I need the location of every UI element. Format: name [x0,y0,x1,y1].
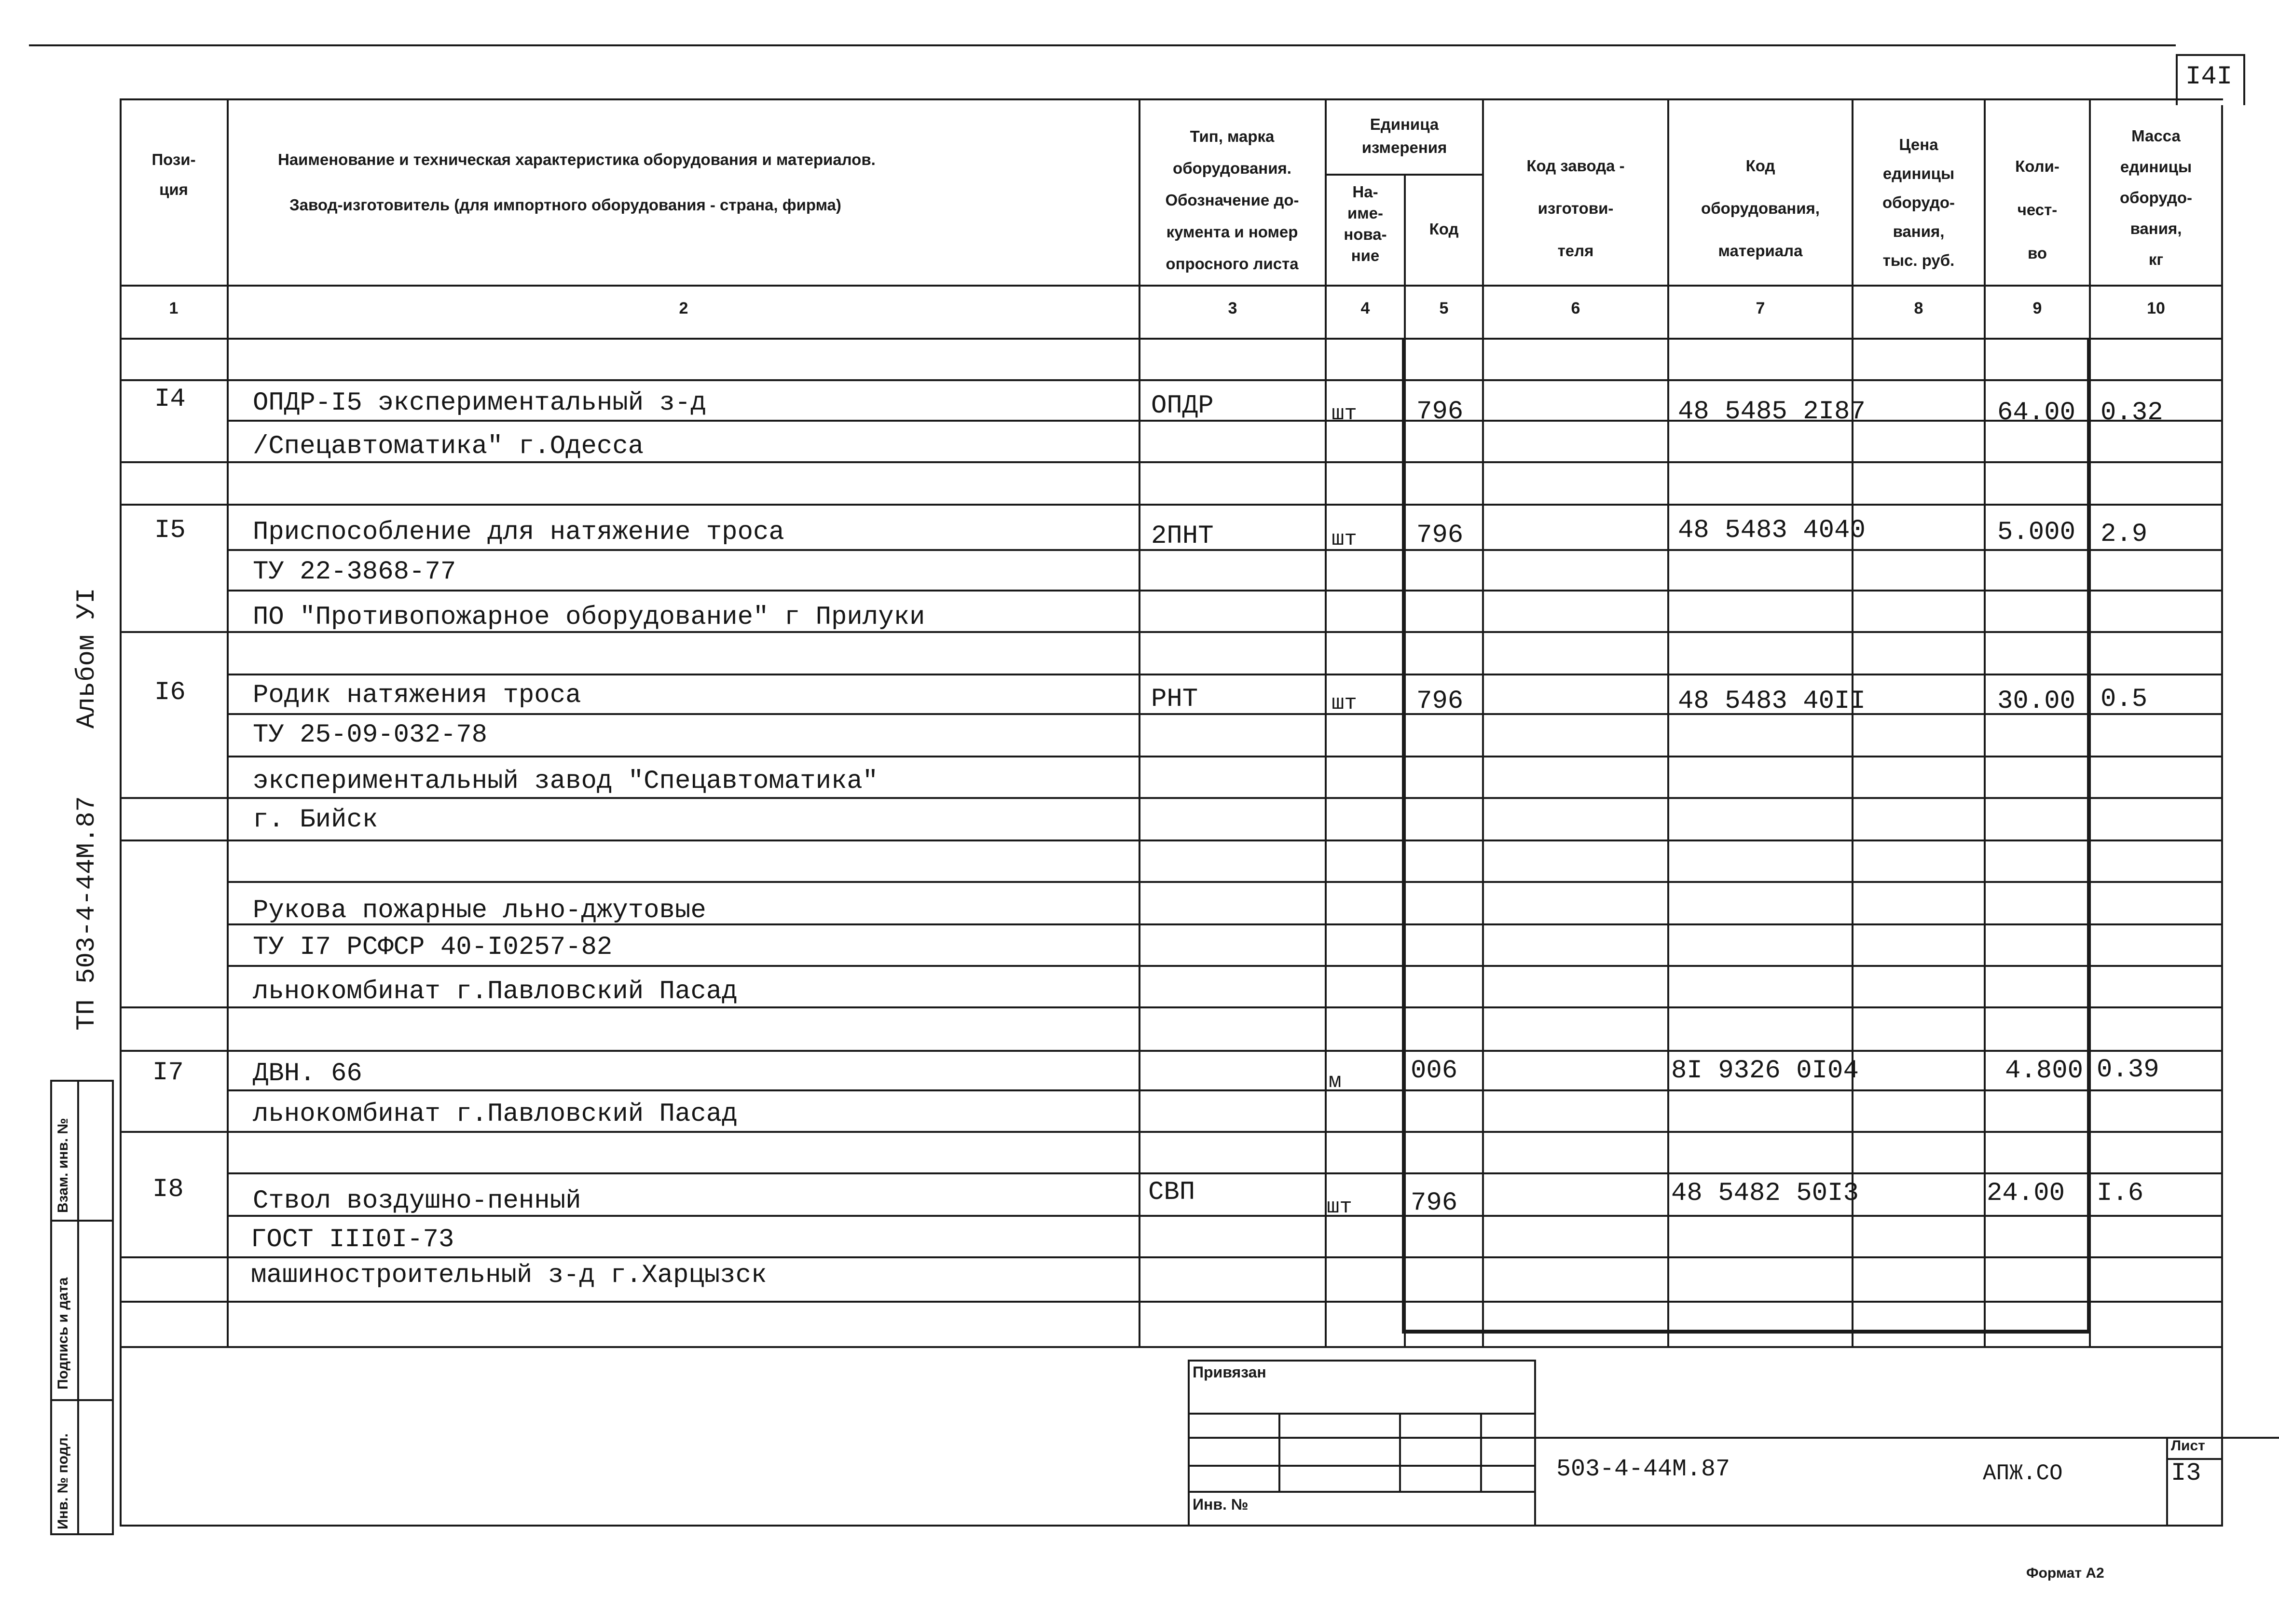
row-name: льнокомбинат г.Павловский Пасад [253,1100,738,1129]
row-position: I8 [152,1175,184,1204]
stamp-sheet-label: Лист [2171,1438,2205,1454]
row-eq-code: 48 5482 50I3 [1671,1179,1859,1208]
header-unit: Единица измерения [1361,115,1447,156]
column-number: 6 [1571,299,1580,317]
row-code: 796 [1416,397,1464,427]
row-qty: 24.00 [1987,1179,2065,1208]
row-name: г. Бийск [253,805,378,835]
row-eq-code: 48 5485 2I87 [1678,397,1866,427]
row-name: Родик натяжения троса [253,681,581,710]
row-name: Рукова пожарные льно-джутовые [253,896,706,925]
row-name: ТУ 22-3868-77 [253,557,456,587]
header-quantity: Коли- чест- во [2015,157,2059,262]
sign-date-label: Подпись и дата [55,1277,71,1390]
header-equipment-code: Код оборудования, материала [1701,157,1820,260]
header-name-line1: Наименование и техническая характеристика оборудования и материалов. [278,151,876,168]
row-name: Приспособление для натяжение троса [253,518,784,547]
row-code: 796 [1411,1188,1458,1218]
header-mass: Масса единицы оборудо- вания, кг [2119,127,2193,268]
column-number: 7 [1756,299,1765,317]
stamp-inv-label: Инв. № [1193,1496,1249,1513]
row-name: льнокомбинат г.Павловский Пасад [253,977,738,1006]
row-type: СВП [1148,1178,1195,1207]
row-name: ГОСТ III0I-73 [251,1225,454,1254]
header-price: Цена единицы оборудо- вания, тыс. руб. [1882,136,1955,269]
header-type: Тип, марка оборудования. Обозначение до- кумента и номер опросного листа [1165,127,1299,273]
row-unit: шт [1332,691,1357,716]
row-mass: 0.5 [2101,685,2148,714]
row-qty: 4.800 [2005,1056,2084,1086]
row-unit: м [1329,1070,1342,1094]
column-number: 4 [1360,299,1370,317]
row-mass: 0.39 [2097,1055,2159,1085]
header-unit-name: На- име- нова- ние [1344,183,1387,264]
row-name: /Спецавтоматика" г.Одесса [253,432,644,461]
replace-inv-label: Взам. инв. № [55,1118,71,1213]
header-name-line2: Завод-изготовитель (для импортного оборудования - страна, фирма) [289,196,841,214]
row-code: 006 [1411,1056,1458,1086]
project-label: ТП 503-4-44М.87 [72,796,102,1031]
row-unit: шт [1332,402,1357,426]
row-name: машиностроительный з-д г.Харцызск [251,1261,767,1290]
stamp-sheet-value: I3 [2171,1459,2201,1487]
row-name: ОПДР-I5 экспериментальный з-д [253,388,706,418]
column-number: 8 [1914,299,1923,317]
row-type: 2ПНТ [1151,522,1214,551]
column-number: 10 [2147,299,2165,317]
column-number: 9 [2032,299,2042,317]
column-number: 1 [169,299,178,317]
stamp-doc-code: 503-4-44М.87 [1556,1456,1730,1483]
row-name: Ствол воздушно-пенный [253,1186,581,1216]
row-eq-code: 48 5483 40II [1678,687,1866,716]
row-position: I5 [154,516,186,545]
row-eq-code: 8I 9326 0I04 [1671,1056,1859,1086]
row-name: ДВН. 66 [253,1059,362,1088]
row-unit: шт [1332,527,1357,551]
row-qty: 5.000 [1997,518,2076,547]
stamp-sheet-mark: АПЖ.СО [1983,1461,2063,1486]
row-type: ОПДР [1151,391,1214,421]
header-unit-code: Код [1429,220,1459,238]
row-type: РНТ [1151,685,1198,714]
row-qty: 64.00 [1997,398,2076,427]
row-mass: 0.32 [2101,398,2163,427]
row-position: I7 [152,1058,184,1087]
row-name: ТУ 25-09-032-78 [253,720,488,750]
inv-orig-label: Инв. № подл. [55,1433,71,1529]
column-number: 5 [1439,299,1449,317]
row-name: ТУ I7 РСФСР 40-I0257-82 [253,933,613,962]
row-code: 796 [1416,687,1464,716]
column-number: 2 [679,299,688,317]
row-position: I4 [154,385,186,414]
row-position: I6 [154,678,186,707]
column-number: 3 [1228,299,1237,317]
stamp-bound-label: Привязан [1193,1363,1266,1381]
header-position: Пози- ция [151,151,196,198]
format-label: Формат А2 [2026,1565,2104,1581]
row-mass: 2.9 [2101,520,2148,549]
header-factory-code: Код завода - изготови- теля [1526,157,1625,260]
row-name: ПО "Противопожарное оборудование" г Прилуки [253,603,925,632]
row-name: экспериментальный завод "Спецавтоматика" [253,767,879,796]
album-label: Альбом УI [72,588,102,729]
row-code: 796 [1416,521,1464,550]
row-qty: 30.00 [1997,687,2076,716]
row-unit: шт [1327,1195,1352,1219]
row-mass: I.6 [2097,1179,2144,1208]
row-eq-code: 48 5483 4040 [1678,516,1866,545]
sheet-number: I4I [2185,62,2233,92]
